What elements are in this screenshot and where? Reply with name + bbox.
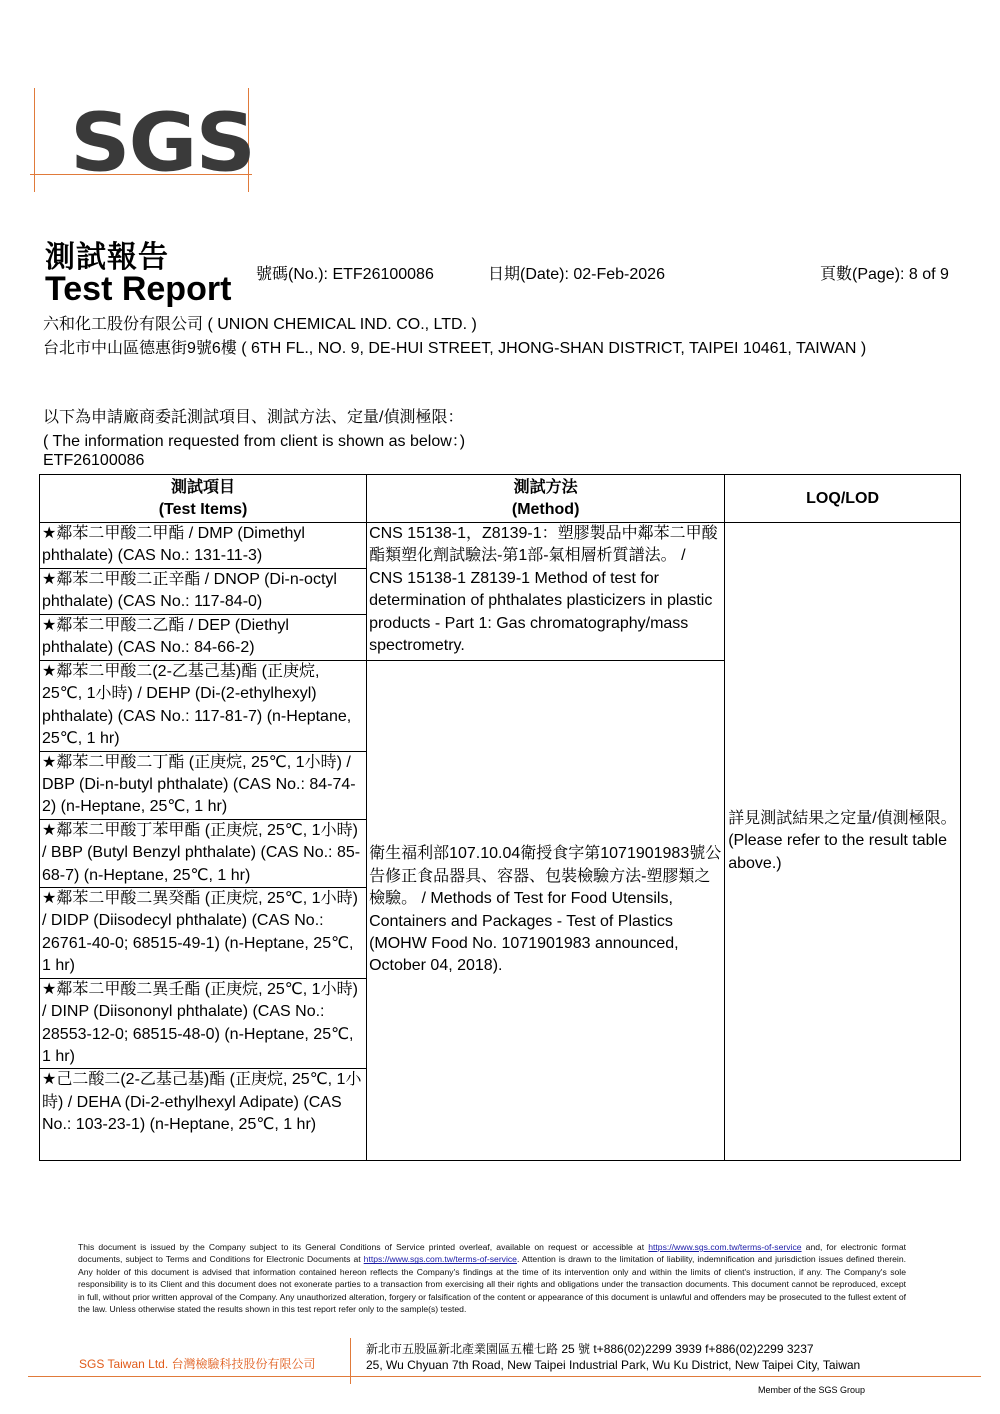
method-mohw-food: 衛生福利部107.10.04衛授食字第1071901983號公告修正食品器具、容器、包裝檢驗方法-塑膠類之檢驗。 / Methods of Test for Food Utensils, Containers and Packages - Test of Plastics (MOHW Food No. 1071901983 announced, October 04, 2018).: [367, 661, 725, 1161]
legal-disclaimer: [78, 1241, 906, 1315]
test-item-dinp: ★鄰苯二甲酸二異壬酯 (正庚烷, 25℃, 1小時) / DINP (Diisononyl phthalate) (CAS No.: 28553-12-0; 68515-48-0) (n-Heptane, 25℃, 1 hr): [40, 978, 367, 1069]
footer-company-name: SGS Taiwan Ltd. 台灣檢驗科技股份有限公司: [79, 1357, 316, 1371]
header-test-items: 測試項目 (Test Items): [40, 475, 367, 523]
report-date: 日期(Date): 02-Feb-2026: [488, 266, 665, 283]
header-loq-lod: LOQ/LOD: [725, 475, 961, 523]
report-title-zh: 測試報告: [45, 241, 169, 274]
logo-text: SGS: [70, 96, 254, 190]
terms-link-1[interactable]: https://www.sgs.com.tw/terms-of-service: [648, 1242, 802, 1252]
logo-frame-left: [34, 88, 35, 192]
test-item-dbp: ★鄰苯二甲酸二丁酯 (正庚烷, 25℃, 1小時) / DBP (Di-n-butyl phthalate) (CAS No.: 84-74-2) (n-Heptane, 25℃, 1 hr): [40, 751, 367, 819]
footer-divider-vertical: [350, 1338, 351, 1384]
client-address: 台北市中山區德惠街9號6樓 ( 6TH FL., NO. 9, DE-HUI STREET, JHONG-SHAN DISTRICT, TAIPEI 10461, TAIWAN ): [43, 340, 867, 357]
test-method-table: [39, 474, 961, 1161]
table-row: [40, 523, 961, 569]
footer-address-en: 25, Wu Chyuan 7th Road, New Taipei Industrial Park, Wu Ku District, New Taipei City, Taiwan: [366, 1358, 861, 1372]
intro-line-en: ( The information requested from client is shown as below：): [43, 433, 466, 450]
disclaimer-text-1: This document is issued by the Company subject to its General Conditions of Service printed overleaf, available on request or accessible at: [78, 1242, 649, 1252]
test-item-dmp: ★鄰苯二甲酸二甲酯 / DMP (Dimethyl phthalate) (CAS No.: 131-11-3): [40, 523, 367, 569]
intro-report-ref: ETF26100086: [43, 452, 145, 469]
intro-line-zh: 以下為申請廠商委託測試項目、測試方法、定量/偵測極限：: [43, 409, 464, 426]
test-item-deha: ★己二酸二(2-乙基己基)酯 (正庚烷, 25℃, 1小時) / DEHA (Di-2-ethylhexyl Adipate) (CAS No.: 103-23-1) (n-Heptane, 25℃, 1 hr): [40, 1069, 367, 1161]
client-name: 六和化工股份有限公司 ( UNION CHEMICAL IND. CO., LTD. ): [43, 316, 477, 333]
loq-lod-note: 詳見測試結果之定量/偵測極限。(Please refer to the result table above.): [725, 523, 961, 1161]
sgs-logo: [30, 88, 252, 192]
report-title-en: Test Report: [45, 270, 232, 308]
disclaimer-text-2: and, for electronic format documents, subject to Terms and Conditions for Electronic Documents at: [78, 1242, 906, 1265]
test-item-didp: ★鄰苯二甲酸二異癸酯 (正庚烷, 25℃, 1小時) / DIDP (Diisodecyl phthalate) (CAS No.: 26761-40-0; 68515-49-1) (n-Heptane, 25℃, 1 hr): [40, 888, 367, 979]
test-item-bbp: ★鄰苯二甲酸丁苯甲酯 (正庚烷, 25℃, 1小時) / BBP (Butyl Benzyl phthalate) (CAS No.: 85-68-7) (n-Heptane, 25℃, 1 hr): [40, 819, 367, 887]
footer-address-zh: 新北市五股區新北產業園區五權七路 25 號 t+886(02)2299 3939 f+886(02)2299 3237: [366, 1342, 814, 1356]
page-number: 頁數(Page): 8 of 9: [820, 266, 949, 283]
test-item-dep: ★鄰苯二甲酸二乙酯 / DEP (Diethyl phthalate) (CAS No.: 84-66-2): [40, 615, 367, 661]
header-method: 測試方法 (Method): [367, 475, 725, 523]
footer-divider-horizontal: [28, 1376, 981, 1377]
footer-member-note: Member of the SGS Group: [758, 1385, 866, 1395]
table-header-row: [40, 475, 961, 523]
method-cns-15138: CNS 15138-1，Z8139-1：塑膠製品中鄰苯二甲酸酯類塑化劑試驗法-第1部-氣相層析質譜法。 / CNS 15138-1 Z8139-1 Method of test for determination of phthalates plasticizers in plastic products - Part 1: Gas chromatography/mass spectrometry.: [367, 523, 725, 661]
test-item-dehp: ★鄰苯二甲酸二(2-乙基己基)酯 (正庚烷, 25℃, 1小時) / DEHP (Di-(2-ethylhexyl) phthalate) (CAS No.: 117-81-7) (n-Heptane, 25℃, 1 hr): [40, 661, 367, 752]
report-number: 號碼(No.): ETF26100086: [256, 266, 434, 283]
test-item-dnop: ★鄰苯二甲酸二正辛酯 / DNOP (Di-n-octyl phthalate) (CAS No.: 117-84-0): [40, 569, 367, 615]
terms-link-2[interactable]: https://www.sgs.com.tw/terms-of-service: [363, 1254, 517, 1265]
disclaimer-text-3: . Attention is drawn to the limitation of liability, indemnification and jurisdiction issues defined therein. Any holder of this document is advised that information contained hereon reflects the Company's findings at the time of its intervention only and within the limits of client's instruction, if any. The Company's sole responsibility is to its Client and this document does not exonerate parties to a transaction from exercising all their rights and obligations under the transaction documents. This document cannot be reproduced, except in full, without prior written approval of the Company. Any unauthorized alteration, forgery or falsification of the content or appearance of this document is unlawful and offenders may be prosecuted to the fullest extent of the law. Unless otherwise stated the results shown in this test report refer only to the sample(s) tested.: [78, 1254, 906, 1315]
